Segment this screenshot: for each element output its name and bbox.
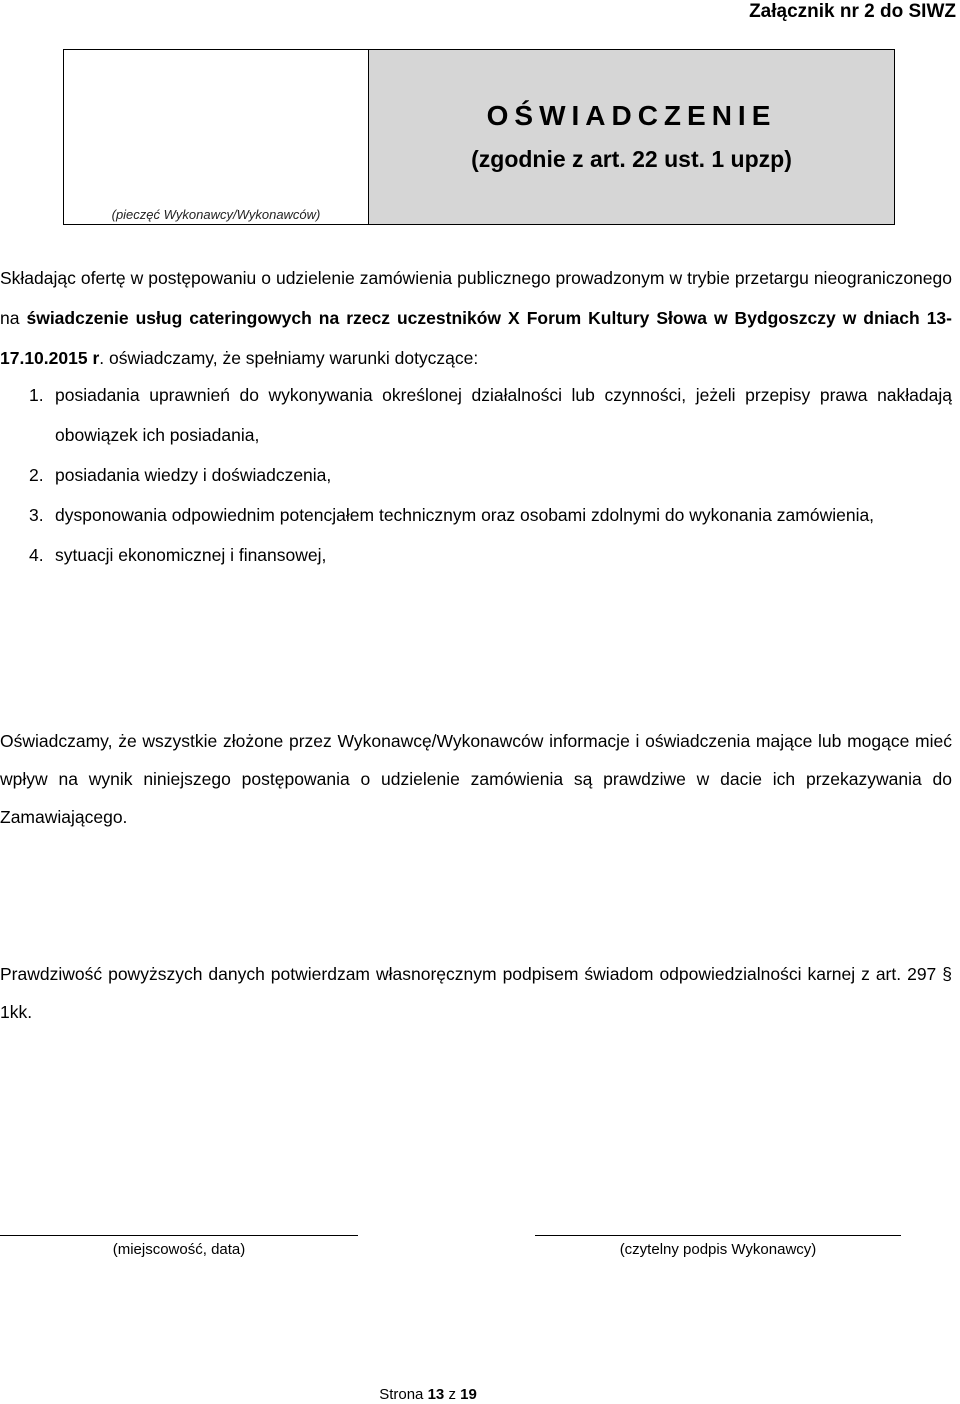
requirement-number: 4. — [29, 545, 44, 565]
title-cell — [369, 50, 894, 224]
requirement-number: 1. — [29, 385, 44, 405]
signature-line — [535, 1235, 901, 1236]
declaration-paragraph: Oświadczamy, że wszystkie złożone przez Wykonawcę/Wykonawców informacje i oświadczenia mające lub mogące mieć wpływ na wynik niniejszego postępowania o udzielenie zamówienia są prawdziwe w dacie ich przekazywania do Zamawiającego. — [0, 731, 952, 827]
requirement-item — [0, 375, 952, 455]
footer-prefix: Strona — [379, 1386, 424, 1403]
requirement-number: 2. — [29, 465, 44, 485]
place-date-label: (miejscowość, data) — [112, 1241, 246, 1258]
contractor-stamp-cell — [64, 50, 369, 224]
intro-text-start: Składając ofertę w postępowaniu o udzielenie zamówienia publicznego prowadzonym w trybie przetargu nieograniczonego na — [0, 268, 952, 328]
requirement-number: 3. — [29, 505, 44, 525]
header-table — [63, 49, 895, 225]
intro-text-end: . oświadczamy, że spełniamy warunki dotyczące: — [99, 348, 479, 368]
document-subtitle: (zgodnie z art. 22 ust. 1 upzp) — [471, 146, 792, 172]
current-page-number: 13 — [427, 1386, 445, 1403]
intro-subject: świadczenie usług cateringowych na rzecz uczestników X Forum Kultury Słowa w Bydgoszczy w dniach 13-17.10.2015 r — [0, 308, 952, 368]
page-footer — [0, 1386, 856, 1403]
signature-label: (czytelny podpis Wykonawcy) — [619, 1241, 817, 1258]
intro-paragraph — [0, 258, 952, 378]
confirmation-paragraph: Prawdziwość powyższych danych potwierdzam własnoręcznym podpisem świadom odpowiedzialności karnej z art. 297 § 1kk. — [0, 964, 952, 1022]
requirement-item — [0, 535, 952, 575]
place-date-line — [0, 1235, 358, 1236]
requirement-text: dysponowania odpowiednim potencjałem technicznym oraz osobami zdolnymi do wykonania zamówienia, — [55, 505, 875, 525]
requirement-item — [0, 455, 952, 495]
total-page-count: 19 — [460, 1386, 477, 1403]
requirement-text: sytuacji ekonomicznej i finansowej, — [55, 545, 327, 565]
annex-label: Załącznik nr 2 do SIWZ — [749, 1, 956, 22]
requirement-item — [0, 495, 952, 535]
footer-of: z — [448, 1386, 456, 1403]
stamp-label: (pieczęć Wykonawcy/Wykonawców) — [111, 207, 321, 222]
requirement-text: posiadania uprawnień do wykonywania określonej działalności lub czynności, jeżeli przepisy prawa nakładają obowiązek ich posiadania, — [55, 385, 952, 445]
requirement-text: posiadania wiedzy i doświadczenia, — [55, 465, 332, 485]
document-title: OŚWIADCZENIE — [486, 100, 777, 131]
requirements-list — [0, 375, 952, 575]
